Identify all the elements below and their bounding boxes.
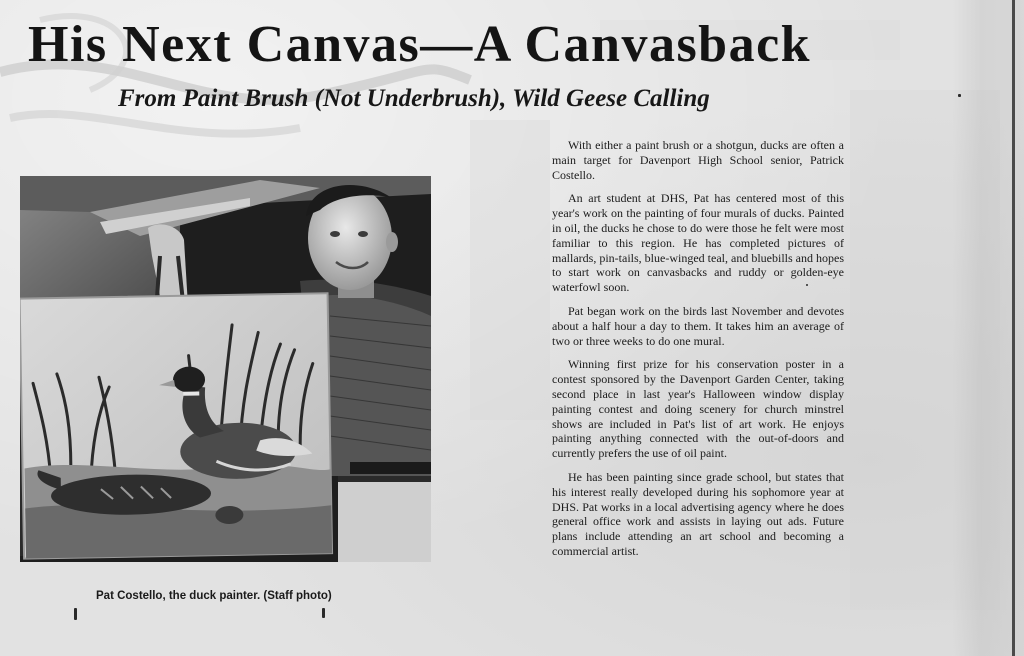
article-paragraph: Winning first prize for his conservation poster in a contest sponsored by the Davenport Garden Center, taking second place in last year's Halloween window display painting contest and doing scenery for church minstrel shows are included in Pat's list of art work. He enjoys painting anything connected with the out-of-doors and currently prefers the use of oil paint. <box>552 357 844 461</box>
print-speck <box>958 94 961 97</box>
article-paragraph: He has been painting since grade school, but states that his interest really developed during his sophomore year at DHS. Pat works in a local advertising agency where he does general office work and assists in laying out ads. Future plans include attending an art school and becoming a commercial artist. <box>552 469 844 558</box>
subheadline: From Paint Brush (Not Underbrush), Wild Geese Calling <box>118 85 710 112</box>
photo-caption: Pat Costello, the duck painter. (Staff photo) <box>96 590 332 602</box>
article-paragraph: With either a paint brush or a shotgun, ducks are often a main target for Davenport High School senior, Patrick Costello. <box>552 138 844 182</box>
photo-illustration <box>20 176 431 562</box>
article-paragraph: Pat began work on the birds last November and devotes about a half hour a day to them. It takes him an average of two or three weeks to do one mural. <box>552 303 844 348</box>
print-speck <box>74 608 77 620</box>
staff-photo <box>20 176 431 562</box>
column-rule <box>1012 0 1015 656</box>
headline: His Next Canvas—A Canvasback <box>28 16 812 73</box>
print-speck <box>806 284 808 286</box>
article-body <box>552 138 844 568</box>
print-speck <box>322 608 325 618</box>
article-paragraph: An art student at DHS, Pat has centered most of this year's work on the painting of four murals of ducks. Painted in oil, the ducks he chose to do were those he felt were most familiar to this region. He has completed pictures of mallards, pin-tails, blue-winged teal, and bluebills and hopes to start work on canvasbacks and ruddy or golden-eye waterfowl soon. <box>552 191 844 295</box>
